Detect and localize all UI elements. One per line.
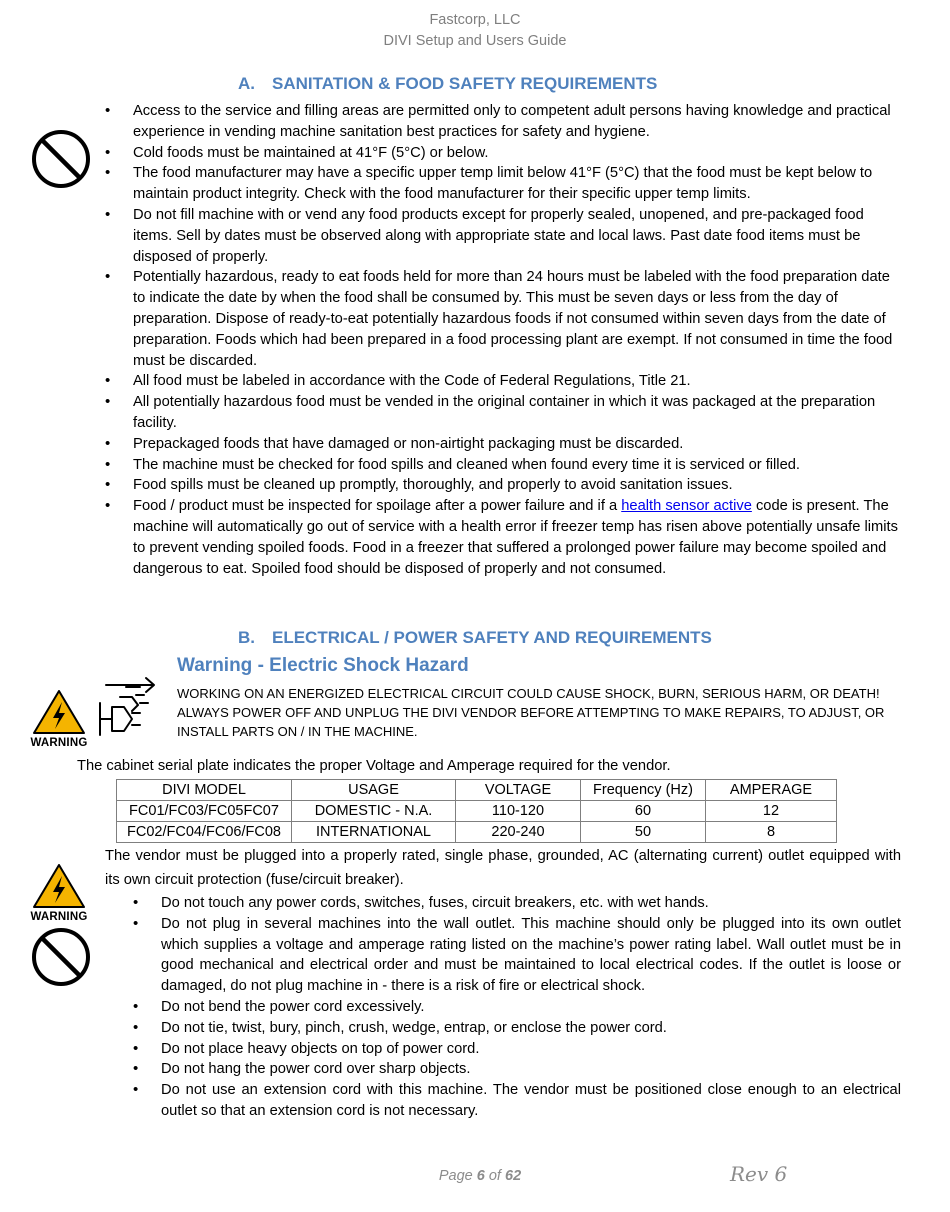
list-item: • Do not fill machine with or vend any food products except for properly sealed, unopened, and pre-packaged food items. Sell by dates must be observed along with appropriate state and local laws. Past date food items must be disposed of properly. (133, 205, 903, 267)
electric-shock-warning-text (177, 684, 902, 741)
electric-shock-warning-title: Warning - Electric Shock Hazard (177, 655, 469, 676)
list-item: • Do not touch any power cords, switches, fuses, circuit breakers, etc. with wet hands. (161, 893, 901, 914)
table-cell: 50 (581, 822, 706, 843)
list-item: • All food must be labeled in accordance with the Code of Federal Regulations, Title 21. (133, 371, 903, 392)
list-item: • Prepackaged foods that have damaged or non-airtight packaging must be discarded. (133, 434, 903, 455)
warning-line: WORKING ON AN ENERGIZED ELECTRICAL CIRCUIT COULD CAUSE SHOCK, BURN, SERIOUS HARM, OR DEATH! (177, 686, 880, 701)
table-cell: 12 (706, 801, 837, 822)
table-row (117, 822, 837, 843)
sanitation-requirements-list (133, 101, 903, 579)
page-number (380, 1168, 580, 1184)
table-cell: FC01/FC03/FC05FC07 (117, 801, 292, 822)
section-a-number: A. (238, 74, 255, 93)
outlet-requirement-text: The vendor must be plugged into a properly rated, single phase, grounded, AC (alternating current) outlet equipped with its own circuit protection (fuse/circuit breaker). (105, 848, 901, 888)
divi-model-table (116, 779, 837, 843)
section-b-title: ELECTRICAL / POWER SAFETY AND REQUIREMENTS (272, 628, 712, 647)
list-item (133, 496, 903, 579)
power-failure-text-start: Food / product must be inspected for spoilage after a power failure and if a (133, 498, 622, 515)
table-header-row (117, 780, 837, 801)
section-a-title: SANITATION & FOOD SAFETY REQUIREMENTS (272, 74, 658, 93)
warning-triangle-icon (31, 688, 87, 736)
list-item: • The food manufacturer may have a specific upper temp limit below 41°F (5°C) that the food must be kept below to maintain product integrity. Check with the food manufacturer for their specific upper temp limits. (133, 163, 903, 205)
list-item: • Do not bend the power cord excessively. (161, 997, 901, 1018)
table-cell: INTERNATIONAL (292, 822, 456, 843)
list-item: • Potentially hazardous, ready to eat foods held for more than 24 hours must be labeled with the food preparation date to indicate the date by when the food shall be consumed by. This must be seven days or less from the day of preparation. Dispose of ready-to-eat potentially hazardous foods if not consumed within seven days from the date of preparation. Foods which had been prepared in a food processing plant are exempt. If not consumed in time the food must be discarded. (133, 267, 903, 371)
no-symbol-icon (30, 926, 92, 988)
list-item: • Access to the service and filling areas are permitted only to competent adult persons having knowledge and practical experience in vending machine sanitation best practices for safety and hygiene. (133, 101, 903, 143)
list-item: • Do not place heavy objects on top of power cord. (161, 1039, 901, 1060)
serial-plate-note: The cabinet serial plate indicates the proper Voltage and Amperage required for the vendor. (77, 758, 671, 774)
list-item: • The machine must be checked for food spills and cleaned when found every time it is serviced or filled. (133, 455, 903, 476)
list-item: • Do not hang the power cord over sharp objects. (161, 1059, 901, 1080)
table-row (117, 801, 837, 822)
warning-triangle-icon (31, 862, 87, 910)
no-symbol-icon (30, 128, 92, 190)
of-word: of (484, 1168, 505, 1184)
table-header-cell: Frequency (Hz) (581, 780, 706, 801)
total-pages: 62 (505, 1168, 522, 1184)
table-cell: DOMESTIC - N.A. (292, 801, 456, 822)
section-b-heading (238, 628, 712, 648)
revision-label: Rev 6 (730, 1162, 788, 1186)
company-name: Fastcorp, LLC (429, 12, 521, 28)
high-voltage-warning-icon (28, 688, 90, 749)
high-voltage-warning-icon (28, 862, 90, 923)
table-header-cell: DIVI MODEL (117, 780, 292, 801)
power-cord-safety-list (161, 893, 901, 1122)
list-item: • Do not plug in several machines into the wall outlet. This machine should only be plugged into its own outlet which supplies a voltage and amperage rating listed on the machine’s power rating label. Wall outlet must be in good mechanical and electrical order and must be maintained to local electrical codes. If the outlet is loose or damaged, do not plug machine in - there is a risk of fire or electrical shock. (161, 914, 901, 997)
table-header-cell: VOLTAGE (456, 780, 581, 801)
health-sensor-active-link[interactable]: health sensor active (621, 498, 752, 515)
document-title: DIVI Setup and Users Guide (383, 33, 567, 49)
table-cell: 8 (706, 822, 837, 843)
power-failure-text-end: code is present. The machine will automatically go out of service with a health error if freezer temp has risen above potentially unsafe limits to prevent vending spoiled foods. Food in a freezer that suffered a prolonged power failure may become spoiled and dangerous to eat. Spoiled food should be disposed of properly and not consumed. (133, 498, 898, 577)
list-item: • Food spills must be cleaned up promptly, thoroughly, and properly to avoid sanitation issues. (133, 475, 903, 496)
warning-line: ALWAYS POWER OFF AND UNPLUG THE DIVI VENDOR BEFORE ATTEMPTING TO MAKE REPAIRS, TO ADJUST, OR (177, 705, 885, 720)
table-cell: 110-120 (456, 801, 581, 822)
list-item: • Do not use an extension cord with this machine. The vendor must be positioned close enough to an electrical outlet so that an extension cord is not necessary. (161, 1080, 901, 1122)
list-item: • All potentially hazardous food must be vended in the original container in which it was packaged at the preparation facility. (133, 392, 903, 434)
table-cell: FC02/FC04/FC06/FC08 (117, 822, 292, 843)
warning-line: INSTALL PARTS ON / IN THE MACHINE. (177, 724, 418, 739)
unplug-icon (96, 673, 160, 745)
warning-label: WARNING (30, 911, 88, 923)
page-header (0, 10, 950, 52)
list-item: • Do not tie, twist, bury, pinch, crush, wedge, entrap, or enclose the power cord. (161, 1018, 901, 1039)
list-item: • Cold foods must be maintained at 41°F (5°C) or below. (133, 143, 903, 164)
current-page: 6 (476, 1168, 485, 1184)
page-word: Page (438, 1168, 477, 1184)
table-header-cell: USAGE (292, 780, 456, 801)
warning-label: WARNING (30, 737, 88, 749)
table-cell: 220-240 (456, 822, 581, 843)
section-a-heading (238, 74, 657, 94)
table-header-cell: AMPERAGE (706, 780, 837, 801)
section-b-number: B. (238, 628, 255, 647)
table-cell: 60 (581, 801, 706, 822)
